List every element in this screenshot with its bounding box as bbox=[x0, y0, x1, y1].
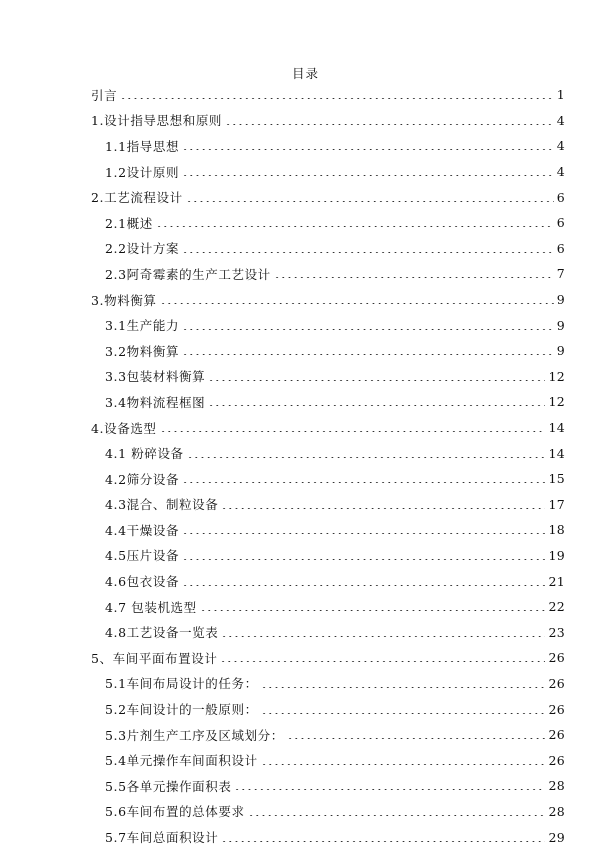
toc-entry-label: 5.3片剂生产工序及区域划分： bbox=[105, 727, 284, 743]
toc-entry-label: 1.2设计原则 bbox=[105, 164, 180, 180]
toc-entry-chapter[interactable] bbox=[91, 184, 565, 210]
toc-entry-label: 4.3混合、制粒设备 bbox=[105, 497, 219, 513]
toc-entry-section[interactable] bbox=[91, 543, 565, 569]
toc-entry-section[interactable] bbox=[91, 696, 565, 722]
toc-entry-label: 4.4干燥设备 bbox=[105, 522, 180, 538]
toc-entry-label: 引言 bbox=[91, 87, 118, 103]
toc-dot-leader bbox=[221, 508, 545, 509]
toc-entry-section[interactable] bbox=[91, 492, 565, 518]
toc-dot-leader bbox=[225, 124, 554, 125]
toc-entry-chapter[interactable] bbox=[91, 82, 565, 108]
toc-entry-section[interactable] bbox=[91, 440, 565, 466]
toc-dot-leader bbox=[182, 149, 554, 150]
toc-entry-section[interactable] bbox=[91, 824, 565, 850]
toc-entry-label: 4.7 包装机选型 bbox=[105, 599, 197, 615]
toc-entry-page-number: 4 bbox=[556, 164, 565, 180]
toc-entry-page-number: 21 bbox=[548, 573, 565, 589]
toc-entry-chapter[interactable] bbox=[91, 287, 565, 313]
toc-entry-label: 5.2车间设计的一般原则： bbox=[105, 702, 258, 718]
toc-entry-page-number: 17 bbox=[548, 496, 565, 512]
toc-entry-page-number: 4 bbox=[556, 138, 565, 154]
toc-entry-page-number: 22 bbox=[548, 599, 565, 615]
toc-entry-page-number: 14 bbox=[548, 445, 565, 461]
toc-entry-section[interactable] bbox=[91, 619, 565, 645]
toc-dot-leader bbox=[182, 533, 545, 534]
toc-entry-section[interactable] bbox=[91, 364, 565, 390]
toc-dot-leader bbox=[182, 354, 554, 355]
toc-entry-page-number: 4 bbox=[556, 112, 565, 128]
toc-entry-page-number: 6 bbox=[556, 215, 565, 231]
toc-dot-leader bbox=[221, 636, 545, 637]
toc-entry-label: 4.8工艺设备一览表 bbox=[105, 625, 219, 641]
toc-entry-page-number: 6 bbox=[556, 240, 565, 256]
toc-entry-page-number: 26 bbox=[548, 752, 565, 768]
toc-dot-leader bbox=[160, 303, 554, 304]
toc-entry-label: 2.3阿奇霉素的生产工艺设计 bbox=[105, 266, 271, 282]
toc-dot-leader bbox=[160, 431, 546, 432]
toc-dot-leader bbox=[186, 201, 554, 202]
toc-entry-section[interactable] bbox=[91, 261, 565, 287]
toc-dot-leader bbox=[261, 764, 546, 765]
toc-entry-page-number: 15 bbox=[548, 471, 565, 487]
toc-entry-label: 3.4物料流程框图 bbox=[105, 394, 206, 410]
toc-entry-label: 1.设计指导思想和原则 bbox=[91, 113, 223, 129]
toc-entry-page-number: 28 bbox=[548, 778, 565, 794]
toc-title: 目录 bbox=[291, 66, 319, 81]
toc-dot-leader bbox=[200, 610, 546, 611]
toc-entry-section[interactable] bbox=[91, 799, 565, 825]
toc-entry-section[interactable] bbox=[91, 389, 565, 415]
toc-dot-leader bbox=[220, 661, 545, 662]
toc-entry-section[interactable] bbox=[91, 133, 565, 159]
toc-entry-label: 2.1概述 bbox=[105, 215, 153, 231]
toc-entry-page-number: 9 bbox=[556, 343, 565, 359]
toc-entry-label: 2.工艺流程设计 bbox=[91, 190, 183, 206]
toc-entry-page-number: 9 bbox=[556, 292, 565, 308]
toc-entry-section[interactable] bbox=[91, 312, 565, 338]
toc-entry-label: 5.1车间布局设计的任务： bbox=[105, 676, 258, 692]
toc-entry-label: 5.5各单元操作面积表 bbox=[105, 778, 232, 794]
toc-dot-leader bbox=[208, 405, 545, 406]
toc-entry-section[interactable] bbox=[91, 159, 565, 185]
toc-entry-section[interactable] bbox=[91, 747, 565, 773]
toc-entry-page-number: 29 bbox=[548, 829, 565, 845]
toc-entry-chapter[interactable] bbox=[91, 108, 565, 134]
toc-entry-page-number: 18 bbox=[548, 522, 565, 538]
toc-entry-page-number: 9 bbox=[556, 317, 565, 333]
toc-entry-page-number: 26 bbox=[548, 650, 565, 666]
toc-entry-label: 5.6车间布置的总体要求 bbox=[105, 804, 245, 820]
toc-dot-leader bbox=[287, 738, 546, 739]
toc-entry-label: 4.5压片设备 bbox=[105, 548, 180, 564]
toc-dot-leader bbox=[182, 175, 554, 176]
toc-dot-leader bbox=[234, 789, 545, 790]
toc-entry-page-number: 26 bbox=[548, 727, 565, 743]
toc-dot-leader bbox=[182, 252, 554, 253]
toc-entry-page-number: 12 bbox=[548, 368, 565, 384]
toc-dot-leader bbox=[120, 98, 554, 99]
toc-dot-leader bbox=[261, 713, 546, 714]
toc-entry-section[interactable] bbox=[91, 671, 565, 697]
toc-entry-label: 2.2设计方案 bbox=[105, 241, 180, 257]
toc-dot-leader bbox=[208, 380, 545, 381]
toc-dot-leader bbox=[182, 482, 545, 483]
toc-entry-label: 5、车间平面布置设计 bbox=[91, 650, 218, 666]
toc-entry-page-number: 7 bbox=[556, 266, 565, 282]
toc-dot-leader bbox=[182, 559, 545, 560]
toc-entry-page-number: 14 bbox=[548, 420, 565, 436]
toc-entry-label: 5.4单元操作车间面积设计 bbox=[105, 753, 258, 769]
toc-dot-leader bbox=[187, 457, 546, 458]
toc-dot-leader bbox=[261, 687, 546, 688]
toc-entry-page-number: 12 bbox=[548, 394, 565, 410]
toc-entry-section[interactable] bbox=[91, 466, 565, 492]
toc-entry-section[interactable] bbox=[91, 236, 565, 262]
toc-entry-label: 4.设备选型 bbox=[91, 420, 157, 436]
toc-entry-page-number: 6 bbox=[556, 189, 565, 205]
toc-entry-label: 4.2筛分设备 bbox=[105, 471, 180, 487]
toc-dot-leader bbox=[274, 277, 554, 278]
toc-entry-label: 3.1生产能力 bbox=[105, 318, 180, 334]
toc-entry-label: 4.1 粉碎设备 bbox=[105, 446, 184, 462]
toc-entry-label: 5.7车间总面积设计 bbox=[105, 830, 219, 846]
toc-entry-section[interactable] bbox=[91, 210, 565, 236]
toc-entry-page-number: 23 bbox=[548, 624, 565, 640]
toc-dot-leader bbox=[156, 226, 554, 227]
toc-entry-label: 4.6包衣设备 bbox=[105, 574, 180, 590]
toc-entry-label: 3.2物料衡算 bbox=[105, 343, 180, 359]
toc-entry-section[interactable] bbox=[91, 594, 565, 620]
toc-dot-leader bbox=[182, 585, 545, 586]
toc-entry-section[interactable] bbox=[91, 338, 565, 364]
toc-entry-label: 1.1指导思想 bbox=[105, 138, 180, 154]
toc-entry-section[interactable] bbox=[91, 773, 565, 799]
toc-entry-page-number: 1 bbox=[556, 87, 565, 103]
toc-entry-page-number: 26 bbox=[548, 675, 565, 691]
toc-entry-label: 3.3包装材料衡算 bbox=[105, 369, 206, 385]
toc-entry-chapter[interactable] bbox=[91, 645, 565, 671]
toc-entry-chapter[interactable] bbox=[91, 415, 565, 441]
toc-entry-page-number: 26 bbox=[548, 701, 565, 717]
toc-entry-section[interactable] bbox=[91, 517, 565, 543]
toc-entry-label: 3.物料衡算 bbox=[91, 292, 157, 308]
toc-list bbox=[91, 82, 565, 850]
toc-entry-page-number: 28 bbox=[548, 803, 565, 819]
toc-dot-leader bbox=[182, 329, 554, 330]
toc-entry-section[interactable] bbox=[91, 722, 565, 748]
toc-dot-leader bbox=[248, 815, 546, 816]
toc-entry-section[interactable] bbox=[91, 568, 565, 594]
toc-dot-leader bbox=[221, 841, 545, 842]
toc-entry-page-number: 19 bbox=[548, 547, 565, 563]
